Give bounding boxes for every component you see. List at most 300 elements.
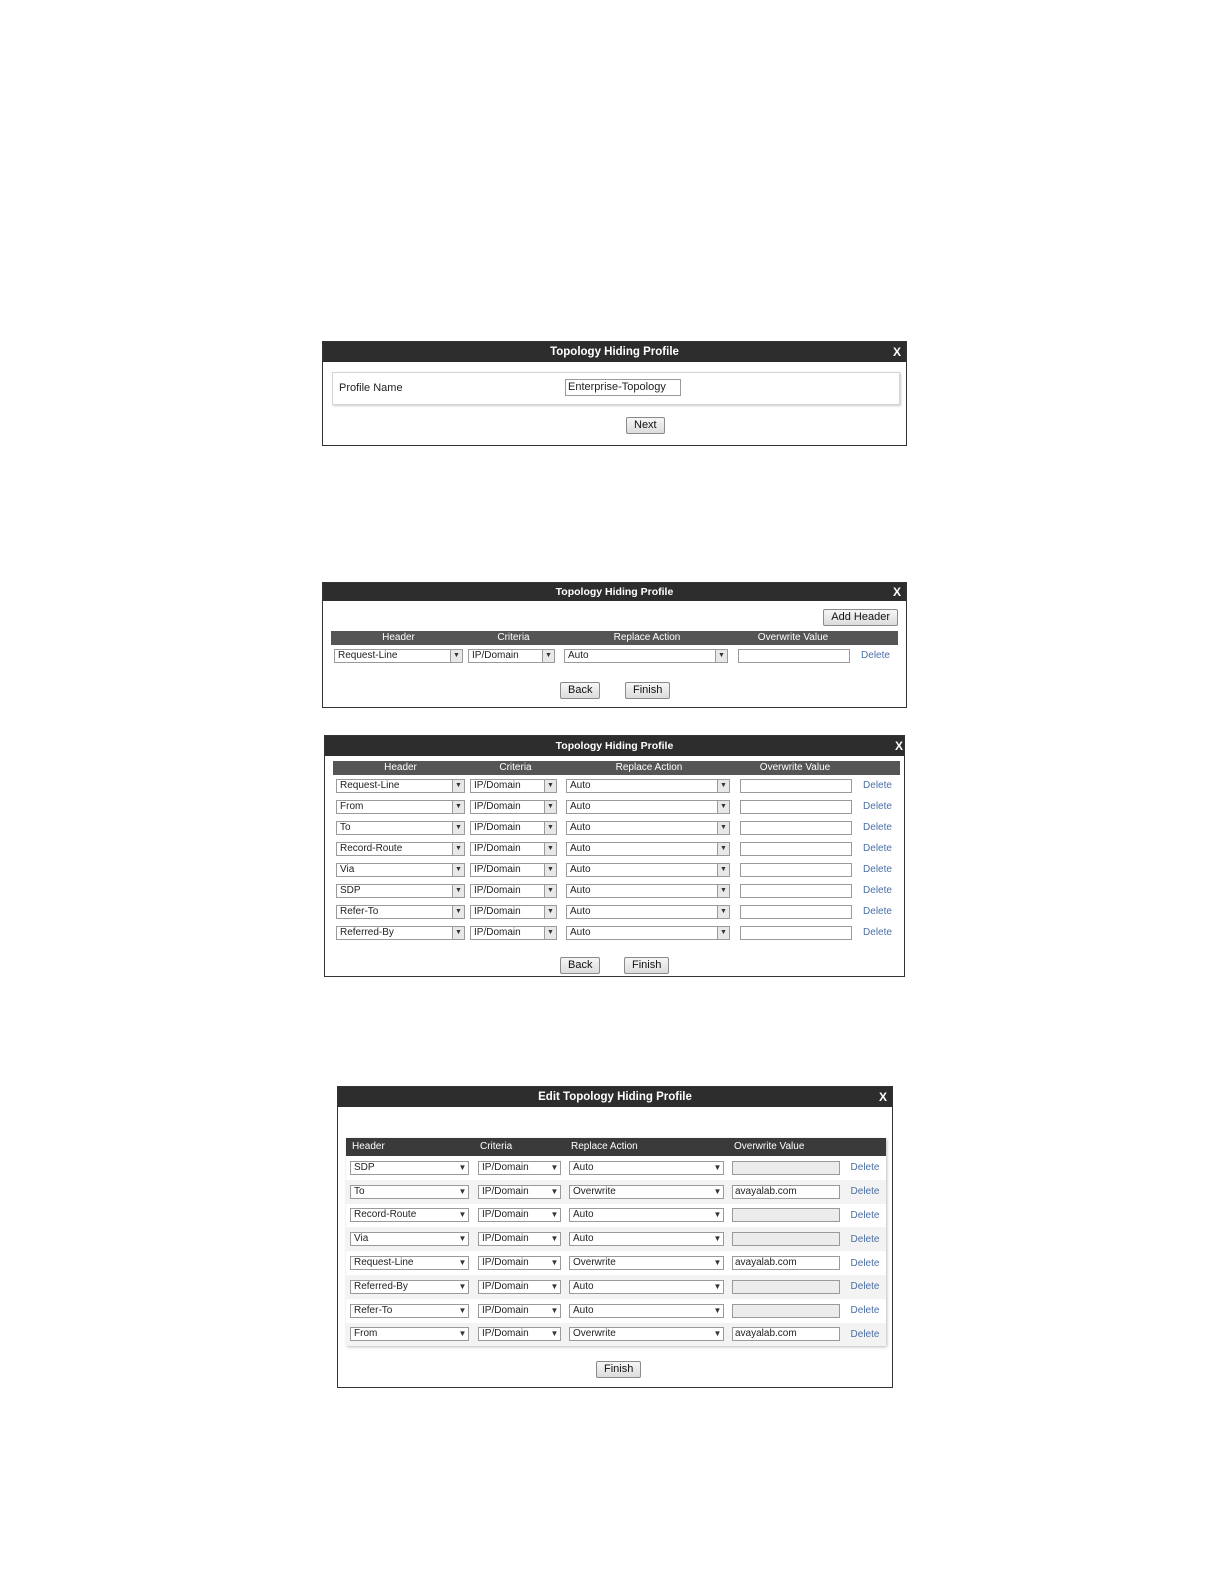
select-value: Referred-By: [340, 926, 394, 938]
select-value: IP/Domain: [482, 1280, 529, 1292]
chevron-down-icon: ▼: [452, 801, 464, 813]
chevron-down-icon: ▼: [713, 1162, 722, 1172]
replace-action-select[interactable]: [569, 1161, 724, 1175]
replace-action-select[interactable]: [569, 1280, 724, 1294]
header-select-cell: [333, 884, 468, 898]
dialog-title: Topology Hiding Profile: [550, 346, 679, 358]
table-row: [333, 838, 900, 859]
chevron-down-icon: ▼: [717, 927, 729, 939]
chevron-down-icon: ▼: [550, 1234, 559, 1244]
replace-action-select-cell: [563, 884, 735, 898]
column-header: Header: [382, 632, 415, 643]
criteria-select-cell: [474, 1161, 565, 1175]
overwrite-value-input[interactable]: [740, 821, 852, 835]
chevron-down-icon: ▼: [717, 801, 729, 813]
select-value: Request-Line: [340, 779, 400, 791]
header-select[interactable]: [336, 863, 465, 877]
table-body: [333, 775, 900, 943]
overwrite-value-input: [732, 1280, 840, 1294]
replace-action-select[interactable]: [566, 842, 730, 856]
select-value: Via: [354, 1233, 369, 1245]
header-select-cell: [346, 1185, 474, 1199]
select-value: IP/Domain: [474, 884, 521, 896]
chevron-down-icon: ▼: [717, 864, 729, 876]
header-table: [331, 631, 898, 666]
criteria-select[interactable]: [478, 1208, 561, 1222]
dialog-titlebar: [325, 736, 904, 756]
column-header: Replace Action: [615, 762, 683, 773]
table-row: [333, 817, 900, 838]
chevron-down-icon: ▼: [713, 1305, 722, 1315]
topology-hiding-dialog-full: [324, 735, 905, 977]
profile-name-input[interactable]: Enterprise-Topology: [565, 379, 681, 396]
overwrite-value-input: [732, 1208, 840, 1222]
header-select-cell: [346, 1304, 474, 1318]
delete-link[interactable]: Delete: [863, 885, 892, 896]
close-icon[interactable]: X: [892, 585, 901, 599]
select-value: IP/Domain: [482, 1304, 529, 1316]
criteria-select[interactable]: [470, 926, 557, 940]
criteria-select-cell: [468, 821, 563, 835]
select-value: Auto: [570, 842, 591, 854]
criteria-select[interactable]: [470, 884, 557, 898]
dialog-title: Edit Topology Hiding Profile: [538, 1091, 692, 1103]
replace-action-select[interactable]: [569, 1232, 724, 1246]
chevron-down-icon: ▼: [544, 822, 556, 834]
select-value: IP/Domain: [474, 926, 521, 938]
criteria-select-cell: [474, 1304, 565, 1318]
overwrite-value-cell: [728, 1280, 844, 1294]
replace-action-select-cell: [565, 1232, 728, 1246]
header-select[interactable]: [336, 905, 465, 919]
chevron-down-icon: ▼: [713, 1281, 722, 1291]
finish-button[interactable]: Finish: [596, 1361, 641, 1378]
overwrite-value-input[interactable]: [740, 842, 852, 856]
header-select[interactable]: [350, 1208, 469, 1222]
header-select[interactable]: [350, 1304, 469, 1318]
chevron-down-icon: ▼: [717, 822, 729, 834]
table-row: [331, 645, 898, 666]
chevron-down-icon: ▼: [458, 1210, 467, 1220]
table-row: [333, 880, 900, 901]
overwrite-value-cell: [728, 1304, 844, 1318]
overwrite-value-cell: [728, 1185, 844, 1199]
select-value: IP/Domain: [482, 1328, 529, 1340]
chevron-down-icon: ▼: [544, 843, 556, 855]
replace-action-select-cell: [563, 863, 735, 877]
table-row: [333, 796, 900, 817]
header-select-cell: [346, 1208, 474, 1222]
replace-action-select[interactable]: [564, 649, 728, 663]
select-value: Auto: [568, 649, 589, 661]
header-select[interactable]: [350, 1185, 469, 1199]
select-value: IP/Domain: [482, 1257, 529, 1269]
dialog-title: Topology Hiding Profile: [555, 586, 674, 598]
criteria-select[interactable]: [478, 1304, 561, 1318]
chevron-down-icon: ▼: [452, 780, 464, 792]
header-select[interactable]: [336, 779, 465, 793]
select-value: IP/Domain: [474, 905, 521, 917]
delete-link[interactable]: Delete: [863, 843, 892, 854]
chevron-down-icon: ▼: [458, 1162, 467, 1172]
select-value: IP/Domain: [482, 1233, 529, 1245]
profile-name-dialog: [322, 341, 907, 446]
header-table: [346, 1138, 886, 1346]
replace-action-select-cell: [563, 905, 735, 919]
select-value: IP/Domain: [482, 1185, 529, 1197]
select-value: Auto: [570, 905, 591, 917]
select-value: IP/Domain: [474, 779, 521, 791]
replace-action-select-cell: [565, 1256, 728, 1270]
replace-action-select-cell: [565, 1208, 728, 1222]
select-value: Auto: [570, 926, 591, 938]
criteria-select[interactable]: [470, 842, 557, 856]
column-header: Criteria: [480, 1141, 513, 1152]
select-value: Refer-To: [340, 905, 379, 917]
overwrite-value-input[interactable]: [740, 926, 852, 940]
chevron-down-icon: ▼: [450, 650, 462, 662]
replace-action-select-cell: [565, 1185, 728, 1199]
select-value: IP/Domain: [482, 1161, 529, 1173]
replace-action-select-cell: [565, 1327, 728, 1341]
chevron-down-icon: ▼: [550, 1329, 559, 1339]
column-header-spacer: [844, 1138, 886, 1156]
header-select-cell: [333, 842, 468, 856]
table-row: [333, 901, 900, 922]
select-value: Auto: [573, 1280, 594, 1292]
chevron-down-icon: ▼: [550, 1305, 559, 1315]
chevron-down-icon: ▼: [713, 1234, 722, 1244]
chevron-down-icon: ▼: [550, 1258, 559, 1268]
table-header-row: [346, 1138, 886, 1156]
chevron-down-icon: ▼: [544, 906, 556, 918]
chevron-down-icon: ▼: [715, 650, 727, 662]
criteria-select[interactable]: [478, 1185, 561, 1199]
select-value: From: [340, 800, 364, 812]
chevron-down-icon: ▼: [717, 906, 729, 918]
replace-action-select[interactable]: [569, 1185, 724, 1199]
header-select-cell: [333, 800, 468, 814]
criteria-select[interactable]: [478, 1256, 561, 1270]
criteria-select-cell: [474, 1280, 565, 1294]
overwrite-value-input[interactable]: [740, 863, 852, 877]
table-row: [346, 1156, 886, 1180]
replace-action-select[interactable]: [566, 863, 730, 877]
overwrite-value-cell: [735, 905, 855, 919]
table-row: [346, 1299, 886, 1323]
select-value: IP/Domain: [474, 800, 521, 812]
add-header-button[interactable]: Add Header: [823, 609, 898, 626]
chevron-down-icon: ▼: [458, 1281, 467, 1291]
replace-action-select-cell: [565, 1280, 728, 1294]
criteria-select-cell: [468, 842, 563, 856]
chevron-down-icon: ▼: [452, 864, 464, 876]
delete-link[interactable]: Delete: [850, 1186, 880, 1198]
table-row: [333, 859, 900, 880]
delete-link[interactable]: Delete: [850, 1162, 880, 1174]
column-header: Criteria: [497, 632, 530, 643]
select-value: Record-Route: [340, 842, 403, 854]
chevron-down-icon: ▼: [544, 864, 556, 876]
replace-action-select[interactable]: [569, 1208, 724, 1222]
delete-link[interactable]: Delete: [863, 906, 892, 917]
select-value: Referred-By: [354, 1280, 408, 1292]
chevron-down-icon: ▼: [452, 885, 464, 897]
column-header: Replace Action: [571, 1141, 638, 1152]
select-value: SDP: [354, 1161, 375, 1173]
overwrite-value-input: [732, 1304, 840, 1318]
overwrite-value-input[interactable]: [738, 649, 850, 663]
header-select[interactable]: [350, 1256, 469, 1270]
chevron-down-icon: ▼: [458, 1305, 467, 1315]
edit-topology-hiding-dialog: [337, 1086, 893, 1388]
header-select[interactable]: [334, 649, 463, 663]
select-value: Via: [340, 863, 355, 875]
overwrite-value-input: [732, 1232, 840, 1246]
select-value: Auto: [570, 779, 591, 791]
select-value: Overwrite: [573, 1328, 616, 1340]
chevron-down-icon: ▼: [544, 885, 556, 897]
header-select-cell: [333, 926, 468, 940]
column-header: Overwrite Value: [734, 1141, 805, 1152]
select-value: Auto: [570, 884, 591, 896]
back-button[interactable]: Back: [560, 957, 600, 974]
header-select[interactable]: [336, 884, 465, 898]
replace-action-select-cell: [565, 1161, 728, 1175]
select-value: Auto: [570, 863, 591, 875]
header-select[interactable]: [350, 1232, 469, 1246]
select-value: IP/Domain: [474, 821, 521, 833]
delete-link[interactable]: Delete: [863, 864, 892, 875]
criteria-select-cell: [468, 779, 563, 793]
criteria-select[interactable]: [470, 800, 557, 814]
table-row: [346, 1323, 886, 1347]
select-value: IP/Domain: [472, 649, 519, 661]
header-select-cell: [333, 779, 468, 793]
select-value: Auto: [570, 800, 591, 812]
header-select-cell: [346, 1161, 474, 1175]
select-value: IP/Domain: [474, 863, 521, 875]
criteria-select-cell: [468, 884, 563, 898]
overwrite-value-cell: [728, 1208, 844, 1222]
delete-link[interactable]: Delete: [863, 822, 892, 833]
replace-action-select[interactable]: [566, 884, 730, 898]
replace-action-select-cell: [563, 926, 735, 940]
criteria-select-cell: [474, 1327, 565, 1341]
header-select-cell: [333, 821, 468, 835]
select-value: Auto: [573, 1233, 594, 1245]
header-select[interactable]: [350, 1280, 469, 1294]
overwrite-value-cell: [735, 800, 855, 814]
header-select-cell: [346, 1232, 474, 1246]
delete-link[interactable]: Delete: [861, 650, 890, 661]
criteria-select-cell: [468, 905, 563, 919]
delete-link[interactable]: Delete: [863, 927, 892, 938]
overwrite-value-input[interactable]: [740, 905, 852, 919]
topology-hiding-dialog-initial: [322, 582, 907, 708]
overwrite-value-input[interactable]: avayalab.com: [732, 1185, 840, 1199]
replace-action-select[interactable]: [569, 1304, 724, 1318]
overwrite-value-input[interactable]: [740, 779, 852, 793]
select-value: Overwrite: [573, 1257, 616, 1269]
select-value: Auto: [573, 1161, 594, 1173]
select-value: Auto: [573, 1304, 594, 1316]
select-value: IP/Domain: [482, 1209, 529, 1221]
replace-action-select-cell: [565, 1304, 728, 1318]
chevron-down-icon: ▼: [550, 1281, 559, 1291]
header-select-cell: [346, 1256, 474, 1270]
overwrite-value-cell: [728, 1256, 844, 1270]
header-select[interactable]: [336, 800, 465, 814]
table-header-row: [331, 631, 898, 645]
finish-button[interactable]: Finish: [624, 957, 669, 974]
criteria-select[interactable]: [470, 863, 557, 877]
chevron-down-icon: ▼: [717, 843, 729, 855]
chevron-down-icon: ▼: [717, 780, 729, 792]
column-header-spacer: [855, 761, 900, 775]
column-header: Replace Action: [613, 632, 681, 643]
criteria-select[interactable]: [478, 1280, 561, 1294]
replace-action-select[interactable]: [566, 905, 730, 919]
column-header: Overwrite Value: [759, 762, 831, 773]
criteria-select[interactable]: [470, 779, 557, 793]
table-body: [346, 1156, 886, 1346]
chevron-down-icon: ▼: [544, 780, 556, 792]
close-icon[interactable]: X: [892, 345, 901, 359]
profile-name-label: Profile Name: [339, 382, 403, 394]
header-select-cell: [333, 863, 468, 877]
chevron-down-icon: ▼: [458, 1258, 467, 1268]
column-header: Criteria: [499, 762, 532, 773]
chevron-down-icon: ▼: [544, 927, 556, 939]
overwrite-value-cell: [735, 884, 855, 898]
chevron-down-icon: ▼: [458, 1186, 467, 1196]
select-value: Auto: [573, 1209, 594, 1221]
overwrite-value-cell: [735, 926, 855, 940]
column-header-spacer: [853, 631, 898, 645]
table-row: [346, 1275, 886, 1299]
header-select-cell: [346, 1280, 474, 1294]
header-select-cell: [346, 1327, 474, 1341]
overwrite-value-input[interactable]: [740, 800, 852, 814]
select-value: Refer-To: [354, 1304, 393, 1316]
column-header: Overwrite Value: [757, 632, 829, 643]
criteria-select-cell: [474, 1185, 565, 1199]
replace-action-select-cell: [563, 800, 735, 814]
table-row: [346, 1204, 886, 1228]
select-value: Overwrite: [573, 1185, 616, 1197]
chevron-down-icon: ▼: [717, 885, 729, 897]
overwrite-value-cell: [728, 1161, 844, 1175]
criteria-select[interactable]: [478, 1232, 561, 1246]
chevron-down-icon: ▼: [550, 1162, 559, 1172]
overwrite-value-cell: [735, 779, 855, 793]
delete-link[interactable]: Delete: [863, 801, 892, 812]
criteria-select-cell: [474, 1232, 565, 1246]
select-value: From: [354, 1328, 378, 1340]
chevron-down-icon: ▼: [550, 1186, 559, 1196]
criteria-select-cell: [474, 1208, 565, 1222]
delete-link[interactable]: Delete: [863, 780, 892, 791]
criteria-select-cell: [468, 926, 563, 940]
replace-action-select[interactable]: [566, 800, 730, 814]
delete-link[interactable]: Delete: [850, 1257, 880, 1269]
select-value: Record-Route: [354, 1209, 417, 1221]
chevron-down-icon: ▼: [452, 843, 464, 855]
criteria-select-cell: [468, 800, 563, 814]
table-header-row: [333, 761, 900, 775]
close-icon[interactable]: X: [878, 1090, 887, 1104]
table-row: [333, 775, 900, 796]
delete-link[interactable]: Delete: [850, 1281, 880, 1293]
header-select[interactable]: [350, 1161, 469, 1175]
criteria-select[interactable]: [478, 1327, 561, 1341]
chevron-down-icon: ▼: [452, 822, 464, 834]
replace-action-select[interactable]: [566, 821, 730, 835]
overwrite-value-cell: [735, 821, 855, 835]
column-header: Header: [352, 1141, 385, 1152]
table-row: [346, 1251, 886, 1275]
chevron-down-icon: ▼: [458, 1329, 467, 1339]
chevron-down-icon: ▼: [544, 801, 556, 813]
next-button[interactable]: Next: [626, 417, 665, 434]
overwrite-value-input[interactable]: [740, 884, 852, 898]
replace-action-select-cell: [563, 779, 735, 793]
overwrite-value-cell: [735, 842, 855, 856]
criteria-select[interactable]: [468, 649, 555, 663]
delete-link[interactable]: Delete: [850, 1305, 880, 1317]
chevron-down-icon: ▼: [458, 1234, 467, 1244]
overwrite-value-input[interactable]: avayalab.com: [732, 1256, 840, 1270]
profile-name-panel: [332, 372, 900, 405]
replace-action-select[interactable]: [566, 779, 730, 793]
chevron-down-icon: ▼: [713, 1186, 722, 1196]
delete-link[interactable]: Delete: [850, 1328, 880, 1340]
header-select[interactable]: [336, 842, 465, 856]
back-button[interactable]: Back: [560, 682, 600, 699]
select-value: IP/Domain: [474, 842, 521, 854]
select-value: To: [354, 1185, 365, 1197]
replace-action-select[interactable]: [569, 1327, 724, 1341]
criteria-select-cell: [468, 863, 563, 877]
dialog-titlebar: [323, 342, 906, 362]
dialog-titlebar: [338, 1087, 892, 1107]
table-row: [346, 1227, 886, 1251]
overwrite-value-cell: [735, 863, 855, 877]
delete-link[interactable]: Delete: [850, 1209, 880, 1221]
dialog-titlebar: [323, 583, 906, 601]
header-table: [333, 761, 900, 943]
header-select[interactable]: [350, 1327, 469, 1341]
replace-action-select[interactable]: [569, 1256, 724, 1270]
criteria-select[interactable]: [478, 1161, 561, 1175]
replace-action-select-cell: [563, 821, 735, 835]
criteria-select[interactable]: [470, 821, 557, 835]
criteria-select[interactable]: [470, 905, 557, 919]
select-value: Request-Line: [354, 1257, 414, 1269]
replace-action-select[interactable]: [566, 926, 730, 940]
header-select[interactable]: [336, 926, 465, 940]
overwrite-value-input[interactable]: avayalab.com: [732, 1327, 840, 1341]
close-icon[interactable]: X: [894, 739, 903, 753]
header-select[interactable]: [336, 821, 465, 835]
replace-action-select-cell: [563, 842, 735, 856]
chevron-down-icon: ▼: [550, 1210, 559, 1220]
delete-link[interactable]: Delete: [850, 1233, 880, 1245]
finish-button[interactable]: Finish: [625, 682, 670, 699]
table-row: [333, 922, 900, 943]
header-select-cell: [333, 905, 468, 919]
